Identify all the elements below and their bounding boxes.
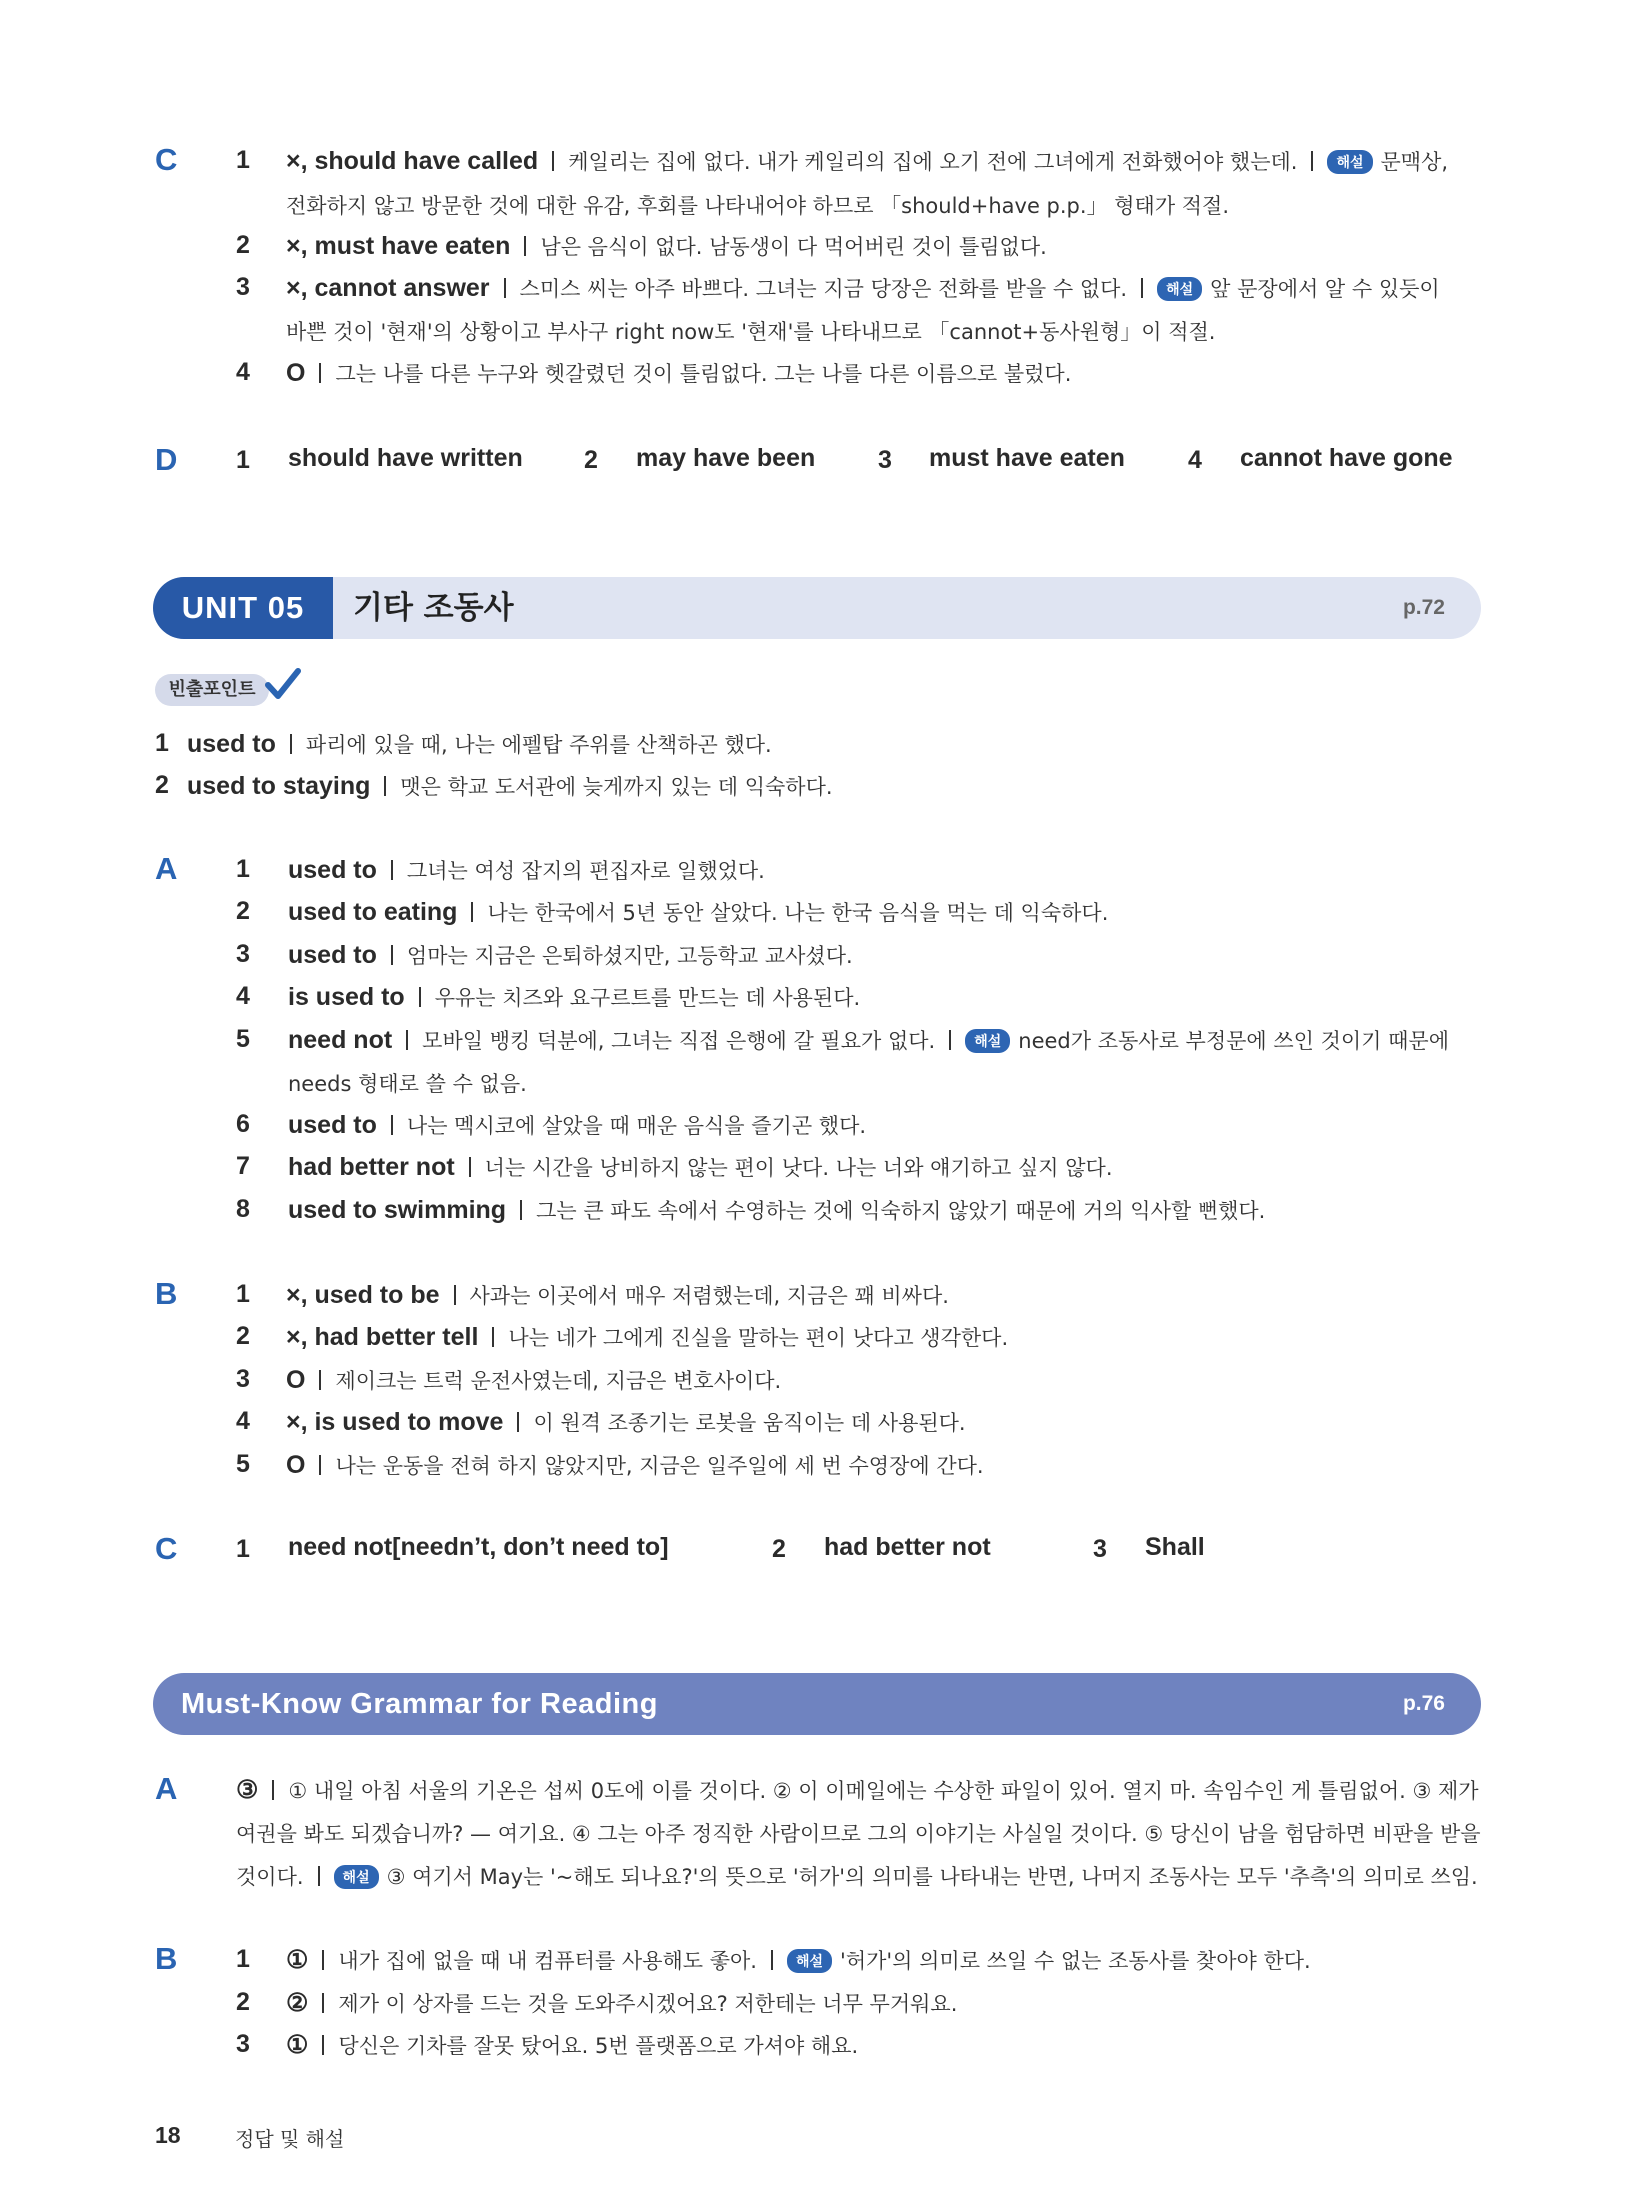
item-number: 2 (236, 897, 250, 925)
separator (1311, 151, 1313, 171)
answer-text: O (286, 1366, 306, 1394)
item-number: 4 (236, 982, 250, 1010)
translation-text: 내가 집에 없을 때 내 컴퓨터를 사용해도 좋아. (338, 1949, 757, 1973)
item-number: 3 (236, 273, 250, 301)
answer-line (286, 1365, 781, 1395)
section-letter-b: B (155, 1941, 178, 1976)
separator (419, 987, 421, 1007)
translation-text: 엄마는 지금은 은퇴하셨지만, 고등학교 교사셨다. (406, 944, 853, 968)
item-number: 1 (236, 1945, 250, 1973)
answer-text: ×, cannot answer (286, 274, 490, 302)
answer-line (286, 1450, 984, 1480)
item-number: 4 (236, 358, 250, 386)
answer-line (288, 855, 765, 885)
section-letter-c: C (155, 142, 178, 177)
separator (771, 1950, 773, 1970)
answer-text: cannot have gone (1240, 444, 1453, 472)
explanation-text: 앞 문장에서 알 수 있듯이 (1210, 277, 1440, 301)
answer-text: should have written (288, 444, 523, 472)
answer-text: used to (187, 730, 276, 758)
translation-text: ① 내일 아침 서울의 기온은 섭씨 0도에 이를 것이다. ② 이 이메일에는 수상한 파일이 있어. 열지 마. 속임수인 게 틀림없어. ③ 제가 (288, 1779, 1479, 1803)
answer-text: used to (288, 1111, 377, 1139)
separator (319, 1455, 321, 1475)
translation-text: 너는 시간을 낭비하지 않는 편이 낫다. 나는 너와 얘기하고 싶지 않다. (484, 1156, 1113, 1180)
translation-text: 케일리는 집에 없다. 내가 케일리의 집에 오기 전에 그녀에게 전화했어야 했는데. (568, 150, 1298, 174)
separator (391, 860, 393, 880)
answer-line (288, 1152, 1113, 1182)
answer-line (286, 2030, 858, 2060)
separator (322, 2035, 324, 2055)
separator (492, 1327, 494, 1347)
item-number: 1 (236, 1535, 250, 1563)
item-number: 2 (236, 1988, 250, 2016)
grammar-banner (153, 1673, 1481, 1735)
answer-text: had better not (824, 1533, 991, 1561)
item-number: 3 (236, 2030, 250, 2058)
item-number: 2 (236, 1322, 250, 1350)
separator (272, 1780, 274, 1800)
answer-line (288, 1110, 866, 1140)
translation-text: 나는 한국에서 5년 동안 살았다. 나는 한국 음식을 먹는 데 익숙하다. (487, 901, 1109, 925)
translation-text: 나는 네가 그에게 진실을 말하는 편이 낫다고 생각한다. (508, 1326, 1009, 1350)
explanation-line (236, 1861, 1478, 1891)
translation-text: 파리에 있을 때, 나는 에펠탑 주위를 산책하곤 했다. (305, 733, 772, 757)
answer-line (288, 1025, 1449, 1055)
separator (520, 1200, 522, 1220)
explanation-continuation: needs 형태로 쓸 수 없음. (288, 1072, 527, 1096)
section-letter-d: D (155, 442, 178, 477)
page-reference: p.76 (1402, 1692, 1445, 1715)
separator (322, 1993, 324, 2013)
unit-banner (153, 577, 1481, 639)
answer-line (286, 146, 1448, 176)
separator (1141, 278, 1143, 298)
item-number: 3 (878, 446, 892, 474)
separator (391, 1115, 393, 1135)
answer-line (288, 940, 853, 970)
separator (391, 945, 393, 965)
answer-text: ×, had better tell (286, 1323, 479, 1351)
answer-text: Shall (1145, 1533, 1205, 1561)
translation-text: 제가 이 상자를 드는 것을 도와주시겠어요? 저한테는 너무 무거워요. (338, 1992, 958, 2016)
separator (322, 1950, 324, 1970)
answer-line (286, 1280, 949, 1310)
item-number: 2 (584, 446, 598, 474)
page-reference: p.72 (1402, 596, 1445, 619)
translation-text: 나는 운동을 전혀 하지 않았지만, 지금은 일주일에 세 번 수영장에 간다. (335, 1454, 984, 1478)
item-number: 3 (236, 940, 250, 968)
separator (504, 278, 506, 298)
answer-text: had better not (288, 1153, 455, 1181)
answer-line (288, 1195, 1265, 1225)
translation-text: 나는 멕시코에 살았을 때 매운 음식을 즐기곤 했다. (406, 1114, 867, 1138)
translation-text: 것이다. (236, 1865, 304, 1889)
separator (319, 1370, 321, 1390)
separator (517, 1412, 519, 1432)
translation-text: 그는 큰 파도 속에서 수영하는 것에 익숙하지 않았기 때문에 거의 익사할 뻔했다. (536, 1199, 1266, 1223)
answer-text: ×, is used to move (286, 1408, 504, 1436)
answer-line (288, 897, 1108, 927)
item-number: 2 (155, 771, 169, 799)
answer-line (286, 1945, 1311, 1975)
translation-text: 우유는 치즈와 요구르트를 만드는 데 사용된다. (434, 986, 861, 1010)
separator (949, 1030, 951, 1050)
explanation-continuation: 바쁜 것이 '현재'의 상황이고 부사구 right now도 '현재'를 나타내므로 「cannot+동사원형」이 적절. (286, 320, 1216, 344)
answer-line (286, 1407, 966, 1437)
page-number: 18 (155, 2122, 181, 2148)
answer-text: used to swimming (288, 1196, 507, 1224)
explanation-badge: 해설 (334, 1865, 379, 1889)
explanation-text: 문맥상, (1380, 150, 1449, 174)
translation-text: 제이크는 트럭 운전사였는데, 지금은 변호사이다. (335, 1369, 782, 1393)
separator (384, 776, 386, 796)
check-icon (262, 665, 302, 705)
answer-text: used to (288, 856, 377, 884)
translation-text: 스미스 씨는 아주 바쁘다. 그녀는 지금 당장은 전화를 받을 수 없다. (519, 277, 1128, 301)
frequent-points-badge: 빈출포인트 (155, 674, 269, 706)
explanation-badge: 해설 (787, 1949, 832, 1973)
explanation-badge: 해설 (1327, 150, 1372, 174)
answer-line (187, 729, 772, 759)
translation-text: 사과는 이곳에서 매우 저렴했는데, 지금은 꽤 비싸다. (469, 1284, 949, 1308)
answer-text: may have been (636, 444, 816, 472)
answer-text: ×, must have eaten (286, 232, 511, 260)
item-number: 1 (236, 855, 250, 883)
item-number: 1 (236, 1280, 250, 1308)
answer-text: O (286, 1451, 306, 1479)
separator (319, 363, 321, 383)
explanation-text: need가 조동사로 부정문에 쓰인 것이기 때문에 (1018, 1029, 1449, 1053)
translation-continuation: 여권을 봐도 되겠습니까? — 여기요. ④ 그는 아주 정직한 사람이므로 그의 이야기는 사실일 것이다. ⑤ 당신이 남을 험담하면 비판을 받을 (236, 1822, 1481, 1846)
explanation-badge: 해설 (1157, 277, 1202, 301)
item-number: 3 (1093, 1535, 1107, 1563)
separator (290, 734, 292, 754)
grammar-title: Must-Know Grammar for Reading (181, 1688, 658, 1720)
item-number: 8 (236, 1195, 250, 1223)
item-number: 2 (772, 1535, 786, 1563)
item-number: 6 (236, 1110, 250, 1138)
answer-text: used to staying (187, 772, 371, 800)
answer-text: must have eaten (929, 444, 1125, 472)
translation-text: 이 원격 조종기는 로봇을 움직이는 데 사용된다. (533, 1411, 966, 1435)
translation-text: 그는 나를 다른 누구와 헷갈렸던 것이 틀림없다. 그는 나를 다른 이름으로 불렀다. (335, 362, 1072, 386)
answer-line (187, 771, 833, 801)
explanation-text: ③ 여기서 May는 '~해도 되나요?'의 뜻으로 '허가'의 의미를 나타내는 반면, 나머지 조동사는 모두 '추측'의 의미로 쓰임. (386, 1865, 1478, 1889)
translation-text: 그녀는 여성 잡지의 편집자로 일했었다. (406, 859, 765, 883)
answer-text: need not (288, 1026, 393, 1054)
section-letter-a: A (155, 1771, 178, 1806)
item-number: 7 (236, 1152, 250, 1180)
item-number: 5 (236, 1025, 250, 1053)
item-number: 4 (1188, 446, 1202, 474)
item-number: 2 (236, 231, 250, 259)
answer-text: ×, used to be (286, 1281, 440, 1309)
answer-line (286, 231, 1047, 261)
separator (471, 902, 473, 922)
item-number: 5 (236, 1450, 250, 1478)
explanation-text: '허가'의 의미로 쓰일 수 없는 조동사를 찾아야 한다. (840, 1949, 1311, 1973)
explanation-continuation: 전화하지 않고 방문한 것에 대한 유감, 후회를 나타내어야 하므로 「should+have p.p.」 형태가 적절. (286, 194, 1230, 218)
answer-text: used to (288, 941, 377, 969)
item-number: 1 (155, 729, 169, 757)
answer-text: ×, should have called (286, 147, 539, 175)
separator (552, 151, 554, 171)
section-letter-c: C (155, 1531, 178, 1566)
item-number: 3 (236, 1365, 250, 1393)
answer-line (236, 1775, 1479, 1805)
item-number: 1 (236, 146, 250, 174)
answer-line (286, 1322, 1008, 1352)
item-number: 4 (236, 1407, 250, 1435)
answer-text: ③ (236, 1776, 259, 1804)
unit-label: UNIT 05 (153, 577, 333, 639)
section-letter-a: A (155, 851, 178, 886)
answer-text: is used to (288, 983, 405, 1011)
translation-text: 남은 음식이 없다. 남동생이 다 먹어버린 것이 틀림없다. (540, 235, 1047, 259)
separator (406, 1030, 408, 1050)
separator (318, 1866, 320, 1886)
answer-text: O (286, 359, 306, 387)
answer-line (286, 1988, 957, 2018)
answer-line (288, 982, 860, 1012)
translation-text: 당신은 기차를 잘못 탔어요. 5번 플랫폼으로 가셔야 해요. (338, 2034, 859, 2058)
answer-line (286, 273, 1440, 303)
translation-text: 모바일 뱅킹 덕분에, 그녀는 직접 은행에 갈 필요가 없다. (422, 1029, 936, 1053)
answer-text: need not[needn’t, don’t need to] (288, 1533, 669, 1561)
answer-text: ① (286, 1946, 309, 1974)
section-letter-b: B (155, 1276, 178, 1311)
item-number: 1 (236, 446, 250, 474)
answer-text: ① (286, 2031, 309, 2059)
answer-text: used to eating (288, 898, 458, 926)
answer-line (286, 358, 1071, 388)
explanation-badge: 해설 (965, 1029, 1010, 1053)
separator (524, 236, 526, 256)
unit-title: 기타 조동사 (353, 590, 514, 626)
separator (469, 1157, 471, 1177)
footer-label: 정답 및 해설 (235, 2127, 345, 2151)
answer-text: ② (286, 1989, 309, 2017)
separator (454, 1285, 456, 1305)
translation-text: 맷은 학교 도서관에 늦게까지 있는 데 익숙하다. (400, 775, 833, 799)
